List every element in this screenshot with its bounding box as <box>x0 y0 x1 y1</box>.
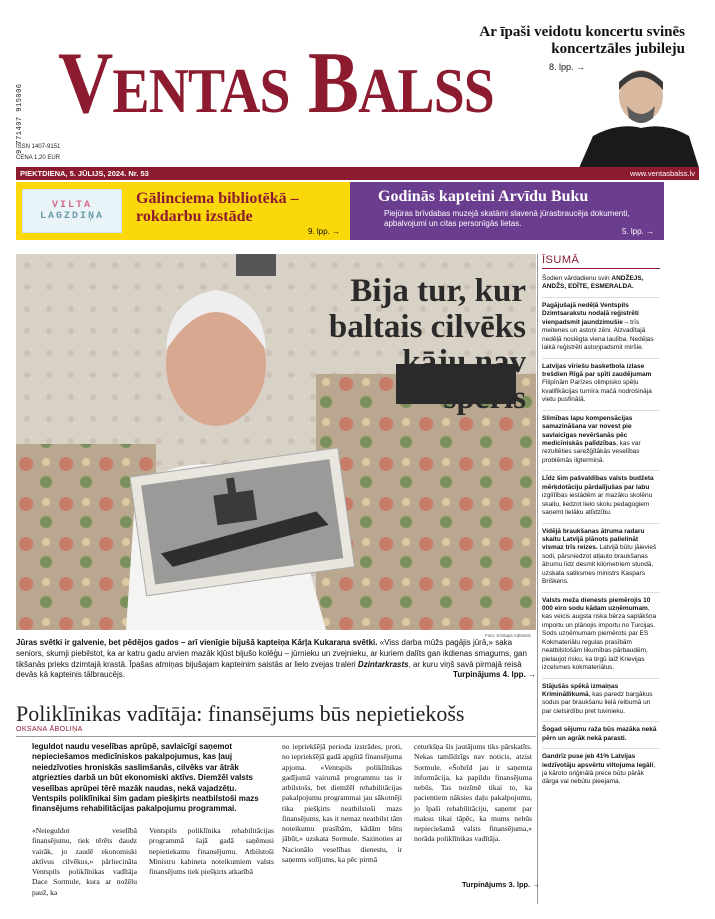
brief-text: izglītības iestādēm ar mazāku skolēnu skaitu, liedzot lielo skolu pedagogiem saņemt lielāku atlīdzību. <box>542 492 653 517</box>
photo-credit: Foto: Kristaps Adiāsnis <box>485 633 531 638</box>
logo-alss: ALSS <box>358 55 494 126</box>
brief-item <box>542 410 660 466</box>
article-lead: Ieguldot naudu veselības aprūpē, savlaicīgi saņemot nepieciešamos medicīniskos pakalpojumus, kas ļauj neiedzīvoties hroniskās saslimšanās, cilvēks var ātrāk atgriezties darbā un būt ekonomiski aktīvs. Diemžēl valsts veselības aprūpei tērē mazāk naudas, nekā vajadzētu. Ventspils poliklīnikai šim gadam piešķirts neatbilstoši mazs finansējums rehabilitācijas pakalpojumu programmai. <box>32 742 259 814</box>
article-byline: OKSANA ĀBOLIŅA <box>16 726 83 733</box>
stitch-line-1: VILTA <box>51 200 92 211</box>
brief-bold: Gandrīz puse jeb 41% Latvijas iedzīvotāju apsvērtu viltojuma legāli <box>542 753 654 769</box>
caption-text: «Viss darba mūžs pagājis jūrā,» saka seniors, skumji piebilstot, ka ar katru gadu arvien mazāk kļūst bijušo kolēģu – jūrnieku un zvejnieku, ar kuriem dalīts gan ikdienas smagums, gan tikšanās prieks dzimtajā krastā. Īpašas atmiņas bijušajam kapteinim saistās ar lielo zvejas traleri <box>16 638 527 669</box>
article-column-3: no iepriekšējā perioda izstrādes, proti, no iepriekšējā gadā apgūtā finansējuma apjoma. «Ventspils poliklīnikas gadījumā vairumā programmu tas ir atbilstošs, bet diemžēl rehabilitācijas pakalpojumu programmai jau sākotnēji tika piešķirts neatbilstoši mazs finansējums, kas it nemaz neatbilst tām noteikumu prasībām, kādām būtu jābūt,» uzskata Sormule. Sazinoties ar Nacionālo veselības dienestu, ir saņemts solījums, ka pēc pirmā <box>282 742 402 864</box>
stitch-line-2: LAGZDIŅA <box>39 211 104 222</box>
dateline <box>16 167 699 180</box>
brief-item <box>542 721 660 743</box>
caption-continued[interactable]: Turpinājums 4. lpp. → <box>453 670 536 680</box>
brief-bold: Stājušās spēkā izmaiņas Krimināllikumā <box>542 682 619 698</box>
barcode: 9 771407 915006 <box>16 83 24 154</box>
issue-date: PIEKTDIENA, 5. JŪLIJS, 2024. Nr. 53 <box>20 169 149 178</box>
main-photo <box>16 254 536 630</box>
photo-caption <box>16 638 536 681</box>
brief-bold: Šogad sējumu raža būs mazāka nekā pērn un agrāk nekā parasti. <box>542 726 657 742</box>
news-briefs-sidebar <box>542 254 660 904</box>
brief-bold: Vidējā braukšanas ātruma radaru skaitu Latvijā plānots palielināt vismaz trīs reizes. <box>542 527 645 552</box>
brief-text: , kas var rezultēties sarežģītākās veselības problēmās ilgtermiņā. <box>542 440 641 464</box>
embroidery-image <box>22 189 122 233</box>
brief-bold: Līdz šim pašvaldības valsts budžeta mērķdotāciju pārdalījušas par labu <box>542 475 654 491</box>
brief-item <box>542 297 660 353</box>
name-day-note <box>542 275 660 292</box>
library-banner-page: 9. lpp. → <box>307 227 340 236</box>
brief-item <box>542 523 660 587</box>
article-column-4: ceturkšņa šis jautājums tiks pārskatīts. Nekas tamlīdzīgs nav noticis, atzist Sormule. «Šobrīd jau ir saņemta informācija, ka papildu finansējuma nebūs. Tas nozīmē tikai to, ka pacientiem nāksies daļu pakalpojumu, jo īpaši rehabilitāciju, saņemt par maksu tikai tāpēc, ka mums nebūs nepieciešamā valsts finansējuma,» norāda poliklīnikas vadītāja. <box>414 742 532 844</box>
name-day-names: ANDŽEJS, ANDŽS, EDĪTE, ESMERALDA. <box>542 275 644 291</box>
person-photo <box>579 62 699 168</box>
brief-text: , kas veicis augsta riska bērza saplākšņa importu un plānojis importu no Turcijas. Sods uzņēmumam piemērots par ES Kokmateriālu regulas prasībām neatbilstošām likumības pārbaudēm, pielaujot risku, ka tirgū laiž Krievijas izcelsmes kokmateriālus. <box>542 605 657 672</box>
logo-b: B <box>307 35 359 132</box>
logo-entas: ENTAS <box>112 55 290 126</box>
captain-banner-sub: Piejūras brīvdabas muzejā skatāmi slavenā jūrasbraucēja dokumenti, apbalvojumi un citas personīgās lietas. <box>384 209 630 229</box>
brief-bold: Pagājušajā nedēļā Ventspils Dzimtsarakstu nodaļā reģistrēti vienpadsmit jaundzimušie <box>542 301 639 326</box>
brief-text: Latvijā būtu jāievieš sodi, pārsniedzot atļauto braukšanas ātrumu līdz desmit kilometriem stundā, uzskata satiksmes ministrs Kaspars Briškens. <box>542 544 657 586</box>
brief-item <box>542 470 660 517</box>
website-link[interactable]: www.ventasbalss.lv <box>629 169 695 178</box>
captain-banner[interactable] <box>350 182 664 240</box>
name-day-text: Šodien vārdadienu svin <box>542 275 612 282</box>
brief-item <box>542 748 660 787</box>
caption-ship: Dzintarkrasts <box>357 659 409 669</box>
article-continued[interactable]: Turpinājums 3. lpp. → <box>462 880 540 889</box>
brief-text: , ja kāroto oriģinālā prece būtu pārāk dārga vai nebūtu pieejama. <box>542 761 656 786</box>
article-divider <box>16 736 536 737</box>
brief-item <box>542 358 660 405</box>
brief-bold: Latvijas vīriešu basketbola izlase trešdien Rīgā par spīti zaudējumam <box>542 362 652 378</box>
brief-bold: Valsts meža dienests piemērojis 10 000 eiro sodu kādam uzņēmumam <box>542 596 651 612</box>
captain-banner-title: Godinās kapteini Arvīdu Buku <box>378 188 589 205</box>
caption-bold: Jūras svētki ir galvenie, bet pēdējos gados – arī vienīgie bijušā kapteiņa Kārļa Kukarana svētki. <box>16 638 378 647</box>
brief-item <box>542 678 660 717</box>
price: CENA 1,20 EUR <box>16 155 61 161</box>
caption-end: , ar kuru viņš savā pirmajā reisā devās kā kapteinis tālbraucējs. <box>16 659 522 680</box>
brief-item <box>542 592 660 673</box>
captain-banner-page: 5. lpp. → <box>621 227 654 236</box>
article-title[interactable]: Poliklīnikas vadītāja: finansējums būs nepietiekošs <box>16 701 465 726</box>
promo-page: 8. lpp. → <box>548 61 585 72</box>
library-banner[interactable] <box>16 182 350 240</box>
logo-v: V <box>58 35 113 132</box>
library-banner-title: Gālinciema bibliotēkā – rokdarbu izstāde <box>136 190 299 226</box>
brief-text: – trīs meitenes un astoņi zēni. Aizvadītajā nedēļā noslēgta viena laulība. Nedēļas laikā reģistrēti astoņpadsmit miršie. <box>542 318 654 352</box>
brief-text: Filipīnām Parīzes olimpisko spēļu kvalifikācijas turnīra mačā nodrošināja vietu pusfinālā. <box>542 379 652 404</box>
sidebar-heading: ĪSUMĀ <box>542 254 660 269</box>
article-column-2: Ventspils poliklīnika rehabilitācijas programmā šajā gadā saņēmusi nepietiekamu finansējumu. Atbilstoši Ministru kabineta noteikumiem valsts finansējums tiek piešķirts atkarībā <box>149 826 274 876</box>
issn: ISSN 1407-9151 <box>16 144 61 150</box>
promo-title: Ar īpaši veidotu koncertu svinēs koncertzāles jubileju <box>479 24 685 58</box>
article-column-1: «Neieguldot veselībā finansējumu, tiek tērēts daudz vairāk, jo zaudē ekonomiski aktīvus cilvēkus,» pārliecināta Ventspils poliklīnikas vadītāja Dace Sormule, kura ar nožēlu pauž, ka <box>32 826 137 897</box>
brief-bold: Slimības lapu kompensācijas samazināšana var novest pie savlaicīgas nevēršanās pēc medicīniskās palīdzības <box>542 414 633 447</box>
sidebar-divider <box>537 254 538 904</box>
brief-text: , kas paredz bargākus sodus par braukšanu lielā reibumā un par cietsirdību pret tuvinieku. <box>542 690 653 715</box>
photo-headline[interactable]: Bija tur, kur baltais cilvēks kāju nav spēris <box>328 273 526 416</box>
